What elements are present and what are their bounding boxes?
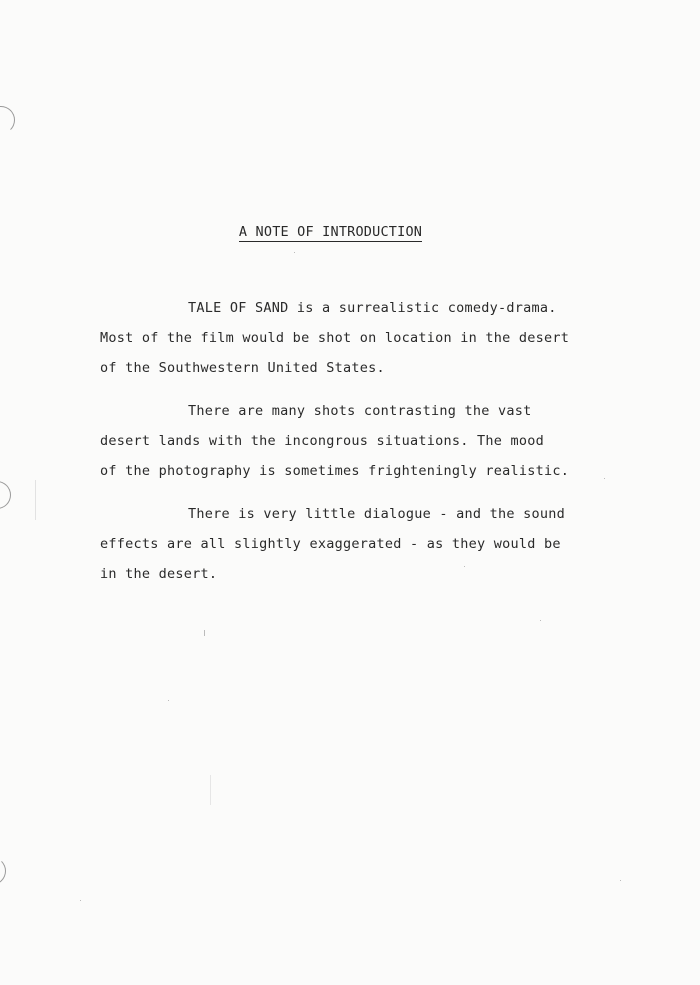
paragraph-line: desert lands with the incongrous situations. The mood bbox=[100, 433, 545, 449]
paragraph-line: effects are all slightly exaggerated - as they would be bbox=[100, 536, 561, 552]
punch-hole-mark bbox=[0, 106, 15, 134]
punch-hole-mark bbox=[0, 857, 6, 885]
paper-speck bbox=[620, 880, 621, 881]
paper-speck bbox=[540, 620, 541, 621]
paragraph-line: There are many shots contrasting the vast bbox=[188, 403, 532, 419]
paper-speck bbox=[294, 252, 295, 253]
paragraph-line: of the photography is sometimes frighteningly realistic. bbox=[100, 463, 570, 479]
paper-speck bbox=[204, 630, 205, 636]
paragraph-line: There is very little dialogue - and the sound bbox=[188, 506, 565, 522]
paper-speck bbox=[35, 480, 36, 520]
paragraph-line: in the desert. bbox=[100, 566, 218, 582]
paragraph-1 bbox=[100, 293, 620, 383]
paragraph-3 bbox=[100, 499, 620, 589]
paper-speck bbox=[168, 700, 169, 701]
paper-speck bbox=[210, 775, 211, 805]
document-title-text: A NOTE OF INTRODUCTION bbox=[238, 224, 423, 240]
punch-hole-mark bbox=[0, 481, 11, 509]
paragraph-line: of the Southwestern United States. bbox=[100, 360, 385, 376]
paper-speck bbox=[80, 900, 81, 901]
paragraph-2 bbox=[100, 396, 620, 486]
paper-speck bbox=[604, 478, 605, 479]
paragraph-line: Most of the film would be shot on location in the desert bbox=[100, 330, 570, 346]
paper-speck bbox=[464, 566, 465, 567]
paragraph-line: TALE OF SAND is a surrealistic comedy-drama. bbox=[188, 300, 557, 316]
document-title bbox=[0, 224, 661, 240]
